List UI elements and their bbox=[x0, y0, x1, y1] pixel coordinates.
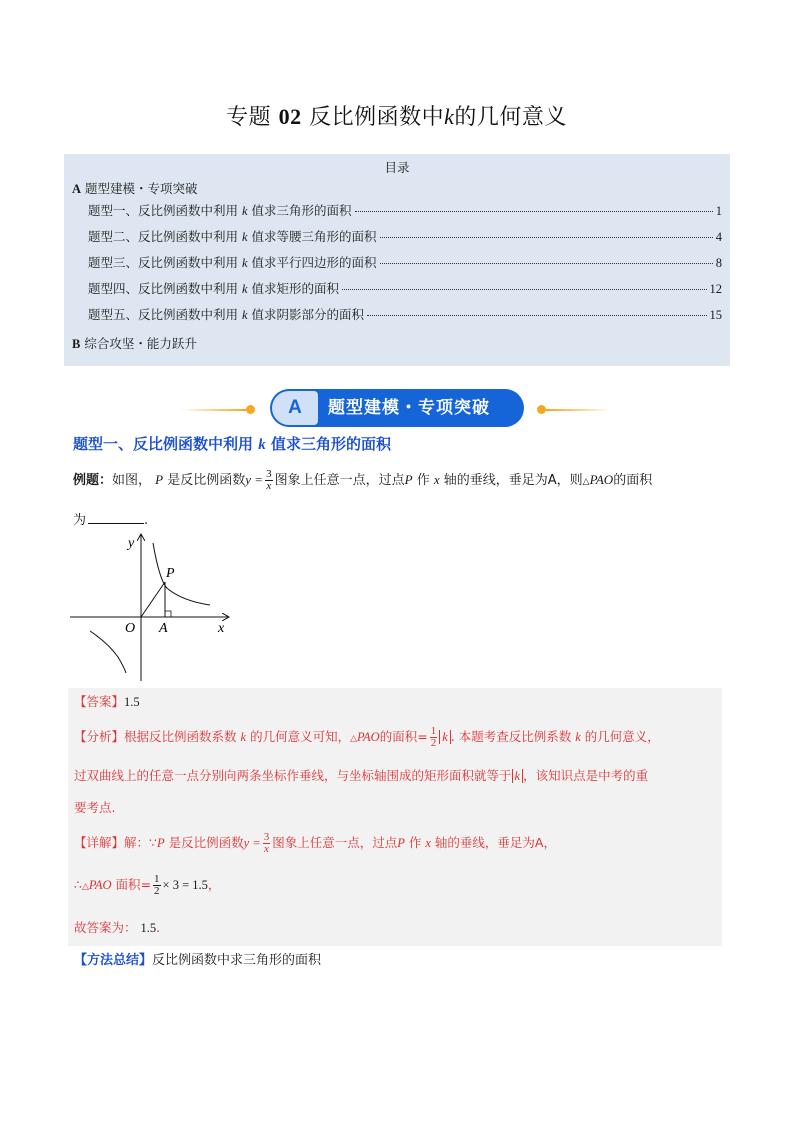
var-pao: PAO bbox=[357, 730, 380, 744]
frac-denominator: 2 bbox=[154, 885, 160, 897]
detail-text: 图象上任意一点，过点 bbox=[272, 835, 398, 850]
toc-page-number: 12 bbox=[709, 282, 722, 296]
toc-item-k: k bbox=[242, 204, 248, 218]
abs-k: k bbox=[512, 769, 524, 783]
analysis-line-3 bbox=[74, 798, 115, 816]
detail-text: ， bbox=[207, 877, 221, 892]
example-label: 例题： bbox=[73, 473, 113, 488]
toc-leader bbox=[355, 211, 713, 212]
y-label: y bbox=[128, 536, 135, 551]
example-text: 作 bbox=[416, 473, 430, 488]
method-summary bbox=[74, 949, 321, 968]
final-answer-line bbox=[74, 918, 160, 936]
toc-item-text: 题型五、反比例函数中利用 bbox=[88, 307, 239, 322]
detail-label: 【详解】 bbox=[74, 835, 125, 850]
fraction bbox=[263, 832, 271, 855]
example-text: 轴的垂线，垂足为A，则 bbox=[443, 473, 583, 488]
toc-item-text: 题型三、反比例函数中利用 bbox=[88, 255, 239, 270]
toc-item-text-end: 值求矩形的面积 bbox=[251, 281, 340, 296]
final-end: . bbox=[156, 920, 161, 935]
x-label: x bbox=[218, 621, 225, 636]
toc-item[interactable] bbox=[88, 279, 722, 297]
analysis-line-1 bbox=[74, 726, 660, 749]
equation-y: y = bbox=[243, 836, 261, 850]
toc-section-letter: B bbox=[72, 337, 81, 351]
equals: = bbox=[417, 729, 428, 744]
toc-item-text-end: 值求阴影部分的面积 bbox=[251, 307, 365, 322]
toc-section-letter: A bbox=[72, 182, 82, 196]
toc-item[interactable] bbox=[88, 227, 722, 245]
detail-line-2 bbox=[74, 874, 220, 897]
banner-text: 题型建模・专项突破 bbox=[328, 398, 490, 418]
answer-blank[interactable] bbox=[88, 523, 144, 524]
method-text: 反比例函数中求三角形的面积 bbox=[152, 953, 322, 968]
frac-denominator: 2 bbox=[430, 737, 437, 749]
toc-item[interactable] bbox=[88, 201, 722, 219]
toc-section-b[interactable] bbox=[72, 334, 197, 352]
fraction bbox=[430, 726, 438, 749]
fraction bbox=[153, 874, 161, 897]
hyperbola-graph bbox=[68, 533, 238, 683]
toc-item-text: 题型四、反比例函数中利用 bbox=[88, 281, 239, 296]
answer-section bbox=[68, 688, 722, 946]
final-text: 故答案为： bbox=[74, 920, 137, 935]
table-of-contents bbox=[64, 154, 730, 366]
hyperbola-branch-2 bbox=[90, 631, 126, 673]
toc-item-k: k bbox=[242, 256, 248, 270]
toc-item-k: k bbox=[242, 308, 248, 322]
triangle-symbol: △ bbox=[350, 734, 357, 744]
banner-letter: A bbox=[272, 391, 318, 425]
frac-denominator: x bbox=[264, 843, 269, 855]
detail-text: 解：∵ bbox=[124, 835, 157, 850]
toc-leader bbox=[367, 315, 706, 316]
toc-item-text-end: 值求等腰三角形的面积 bbox=[251, 229, 377, 244]
title-number: 02 bbox=[278, 104, 302, 129]
detail-text: 轴的垂线，垂足为A， bbox=[434, 835, 556, 850]
var-x: x bbox=[433, 472, 440, 487]
answer-line bbox=[74, 692, 140, 710]
var-k: k bbox=[575, 730, 581, 744]
toc-item-text-end: 值求三角形的面积 bbox=[251, 203, 352, 218]
section-banner bbox=[270, 389, 524, 427]
var-p: P bbox=[156, 836, 165, 850]
triangle-symbol: △ bbox=[582, 477, 590, 487]
toc-section-label: 综合攻坚・能力跃升 bbox=[84, 336, 197, 351]
analysis-text: 的面积 bbox=[379, 729, 418, 744]
title-text: 反比例函数中 bbox=[309, 105, 445, 130]
toc-item[interactable] bbox=[88, 305, 722, 323]
type1-heading bbox=[73, 433, 391, 454]
frac-numerator: 3 bbox=[263, 831, 270, 843]
toc-item[interactable] bbox=[88, 253, 722, 271]
toc-leader bbox=[342, 289, 706, 290]
example-question-line2 bbox=[73, 509, 148, 528]
final-value: 1.5 bbox=[140, 921, 157, 935]
var-p: P bbox=[397, 836, 405, 850]
heading-text: 题型一、反比例函数中利用 bbox=[73, 435, 254, 453]
therefore-symbol: ∴ bbox=[74, 877, 82, 892]
frac-numerator: 1 bbox=[430, 725, 437, 737]
example-question bbox=[73, 469, 652, 492]
var-pao: PAO bbox=[88, 878, 112, 892]
analysis-text: 根据反比例函数系数 bbox=[124, 729, 237, 744]
banner-decor-dot bbox=[537, 405, 546, 414]
banner-decor-line bbox=[180, 409, 246, 411]
toc-page-number: 4 bbox=[715, 230, 722, 244]
example-text: 为 bbox=[73, 513, 87, 528]
detail-calc: × 3 = 1.5 bbox=[162, 878, 208, 892]
toc-heading: 目录 bbox=[384, 160, 410, 175]
detail-text: 是反比例函数 bbox=[168, 835, 244, 850]
detail-text: 作 bbox=[408, 835, 422, 850]
var-x: x bbox=[425, 836, 431, 850]
a-label: A bbox=[159, 621, 168, 636]
analysis-label: 【分析】 bbox=[74, 729, 125, 744]
analysis-text: 要考点. bbox=[74, 800, 116, 815]
frac-numerator: 1 bbox=[154, 873, 160, 885]
var-pao: PAO bbox=[589, 472, 614, 487]
example-text: 是反比例函数 bbox=[167, 473, 246, 488]
title-prefix: 专题 bbox=[226, 105, 272, 130]
banner-decor-line bbox=[546, 409, 612, 411]
toc-page-number: 15 bbox=[709, 308, 722, 322]
analysis-text: ，该知识点是中考的重 bbox=[523, 768, 649, 783]
var-p: P bbox=[155, 472, 164, 487]
hyperbola-branch-1 bbox=[153, 543, 210, 605]
example-text: 图象上任意一点，过点 bbox=[274, 473, 405, 488]
analysis-text: . 本题考查反比例系数 bbox=[450, 729, 572, 744]
title-k: k bbox=[444, 104, 455, 129]
banner-decor-dot bbox=[246, 405, 255, 414]
p-label: P bbox=[166, 566, 175, 581]
example-period: . bbox=[144, 513, 149, 528]
example-text: 如图， bbox=[112, 473, 152, 488]
heading-text-end: 值求三角形的面积 bbox=[270, 435, 391, 453]
o-label: O bbox=[125, 621, 136, 636]
toc-item-k: k bbox=[242, 230, 248, 244]
fraction bbox=[265, 469, 273, 492]
equals: = bbox=[140, 877, 152, 892]
analysis-text: 过双曲线上的任意一点分别向两条坐标作垂线，与坐标轴围成的矩形面积就等于 bbox=[74, 768, 512, 783]
toc-section-label: 题型建模・专项突破 bbox=[85, 181, 198, 196]
analysis-text: 的几何意义， bbox=[584, 729, 660, 744]
triangle-symbol: △ bbox=[81, 882, 89, 892]
toc-item-text-end: 值求平行四边形的面积 bbox=[251, 255, 377, 270]
answer-label: 【答案】 bbox=[74, 694, 125, 709]
detail-line-1 bbox=[74, 832, 556, 855]
analysis-text: 的几何意义可知， bbox=[250, 729, 351, 744]
analysis-line-2 bbox=[74, 766, 648, 784]
toc-item-text: 题型二、反比例函数中利用 bbox=[88, 229, 239, 244]
method-label: 【方法总结】 bbox=[74, 953, 153, 968]
segment-op bbox=[141, 582, 165, 617]
example-text: 的面积 bbox=[613, 473, 653, 488]
right-angle-mark bbox=[165, 611, 171, 617]
var-p: P bbox=[404, 472, 413, 487]
abs-k: k bbox=[439, 730, 451, 744]
heading-k: k bbox=[258, 437, 266, 453]
toc-page-number: 8 bbox=[715, 256, 722, 270]
answer-value: 1.5 bbox=[124, 695, 140, 709]
frac-denominator: x bbox=[266, 480, 272, 492]
toc-item-k: k bbox=[242, 282, 248, 296]
toc-page-number: 1 bbox=[715, 204, 722, 218]
page-title bbox=[0, 100, 793, 131]
equation-y: y = bbox=[245, 472, 264, 487]
title-text-end: 的几何意义 bbox=[454, 105, 567, 130]
toc-leader bbox=[380, 237, 713, 238]
toc-section-a[interactable] bbox=[72, 179, 198, 197]
toc-item-text: 题型一、反比例函数中利用 bbox=[88, 203, 239, 218]
frac-numerator: 3 bbox=[266, 468, 272, 480]
toc-leader bbox=[380, 263, 713, 264]
var-k: k bbox=[240, 730, 247, 744]
detail-text: 面积 bbox=[115, 877, 141, 892]
